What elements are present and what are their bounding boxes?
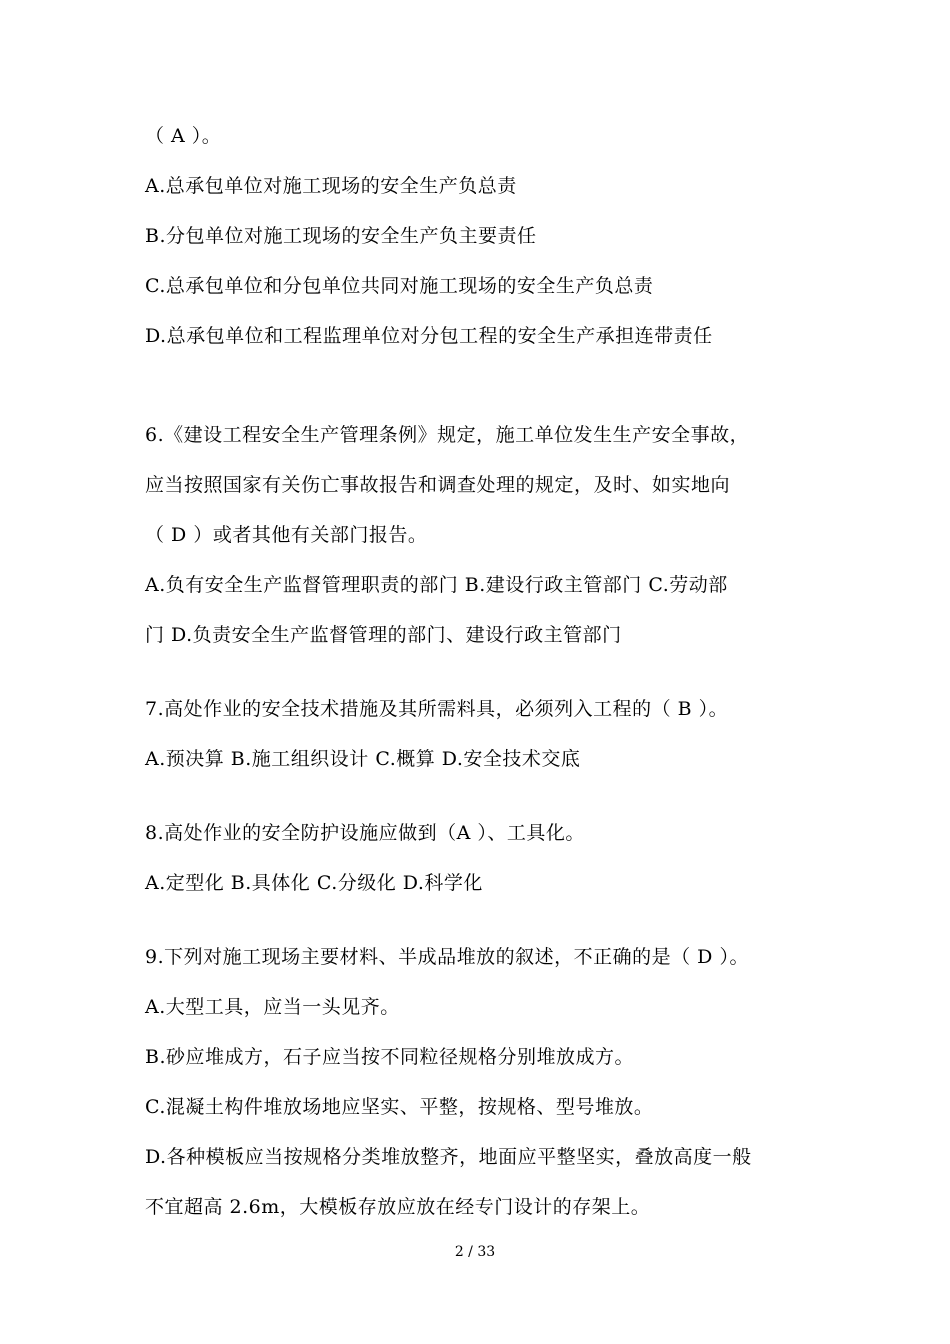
- q8-options: A.定型化 B.具体化 C.分级化 D.科学化: [145, 872, 483, 894]
- q9-option-c: C.混凝土构件堆放场地应坚实、平整，按规格、型号堆放。: [145, 1096, 654, 1118]
- q6-question-line-3: （ D ）或者其他有关部门报告。: [145, 524, 428, 546]
- q9-option-d-continued: 不宜超高 2.6m，大模板存放应放在经专门设计的存架上。: [145, 1196, 651, 1218]
- q5-option-c: C.总承包单位和分包单位共同对施工现场的安全生产负总责: [145, 275, 654, 297]
- q6-question-line-1: 6.《建设工程安全生产管理条例》规定，施工单位发生生产安全事故，: [145, 424, 750, 446]
- q7-options: A.预决算 B.施工组织设计 C.概算 D.安全技术交底: [145, 748, 581, 770]
- q9-question: 9.下列对施工现场主要材料、半成品堆放的叙述，不正确的是（ D ）。: [145, 946, 749, 968]
- q6-options-line-1: A.负有安全生产监督管理职责的部门 B.建设行政主管部门 C.劳动部: [145, 574, 728, 596]
- q5-option-b: B.分包单位对施工现场的安全生产负主要责任: [145, 225, 537, 247]
- q7-question: 7.高处作业的安全技术措施及其所需料具，必须列入工程的（ B ）。: [145, 698, 729, 720]
- q6-options-line-2: 门 D.负责安全生产监督管理的部门、建设行政主管部门: [145, 624, 622, 646]
- q5-option-a: A.总承包单位对施工现场的安全生产负总责: [145, 175, 517, 197]
- q5-option-d: D.总承包单位和工程监理单位对分包工程的安全生产承担连带责任: [145, 325, 713, 347]
- q8-question: 8.高处作业的安全防护设施应做到（A ）、工具化。: [145, 822, 585, 844]
- q9-option-b: B.砂应堆成方，石子应当按不同粒径规格分别堆放成方。: [145, 1046, 635, 1068]
- q9-option-d: D.各种模板应当按规格分类堆放整齐，地面应平整坚实，叠放高度一般: [145, 1146, 752, 1168]
- page-number: 2 / 33: [454, 1244, 496, 1260]
- q9-option-a: A.大型工具，应当一头见齐。: [145, 996, 400, 1018]
- q5-answer-tail: （ A ）。: [145, 125, 222, 147]
- q6-question-line-2: 应当按照国家有关伤亡事故报告和调查处理的规定，及时、如实地向: [145, 474, 731, 496]
